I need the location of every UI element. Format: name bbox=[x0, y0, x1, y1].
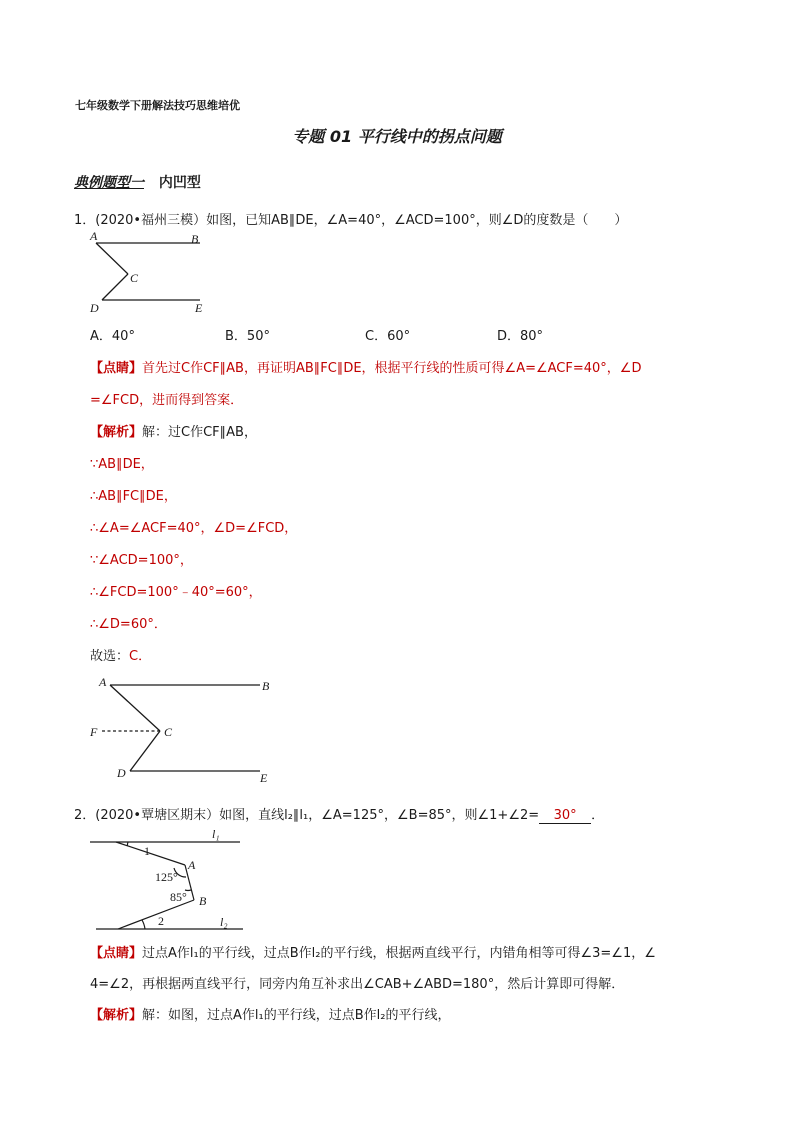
q1-option-b: B．50° bbox=[225, 329, 270, 344]
q1-solution-figure bbox=[85, 670, 285, 788]
q2-comment-line2: 4=∠2，再根据两直线平行，同旁内角互补求出∠CAB+∠ABD=180°，然后计算即可得解． bbox=[90, 977, 625, 992]
q2-stem-end: ． bbox=[591, 808, 605, 823]
q1-stem: 1．(2020•福州三模）如图，已知AB∥DE，∠A=40°，∠ACD=100°，则∠D的度数是（ ） bbox=[74, 213, 628, 228]
q2-comment-line1: 过点A作l₁的平行线，过点B作l₂的平行线，根据两直线平行，内错角相等可得∠3=∠1，∠ bbox=[142, 946, 656, 961]
q2-analysis bbox=[90, 1004, 450, 1023]
q1-option-d: D．80° bbox=[497, 329, 544, 344]
q1-answer-prefix: 故选： bbox=[90, 649, 130, 664]
page-title: 专题 01 平行线中的拐点问题 bbox=[292, 127, 502, 146]
series-header: 七年级数学下册解法技巧思维培优 bbox=[75, 99, 240, 112]
q2-label-angle2: 2 bbox=[158, 914, 164, 928]
q1-comment-line1: 首先过C作CF∥AB，再证明AB∥FC∥DE，根据平行线的性质可得∠A=∠ACF=40°，∠D bbox=[142, 361, 642, 376]
q1-analysis-line: 解：过C作CF∥AB， bbox=[142, 425, 257, 440]
q2-label-angle-b: 85° bbox=[170, 890, 187, 904]
q2-arc-2 bbox=[142, 920, 145, 929]
q1-analysis-line: ∴∠FCD=100°﹣40°=60°， bbox=[90, 585, 262, 600]
q2-label-l1: l₁ bbox=[212, 827, 220, 841]
q1-comment bbox=[90, 357, 641, 376]
q2-label-a: A bbox=[188, 858, 196, 872]
q1-analysis-line: ∵AB∥DE， bbox=[90, 457, 154, 472]
q1s-label-f: F bbox=[90, 725, 98, 739]
q1-label-d: D bbox=[90, 301, 99, 315]
q1-line-cd bbox=[102, 274, 128, 300]
q2-stem bbox=[74, 804, 604, 824]
section-badge: 典例题型一 bbox=[74, 175, 144, 191]
q2-segment-1 bbox=[116, 842, 185, 865]
q1-answer-value: C． bbox=[129, 649, 152, 664]
q2-stem-text: 2．(2020•覃塘区期末）如图，直线l₂∥l₁，∠A=125°，∠B=85°，则∠1+∠2= bbox=[74, 808, 540, 823]
section-name: 内凹型 bbox=[158, 175, 201, 191]
q1s-line-ac bbox=[110, 685, 160, 731]
section-heading bbox=[74, 172, 201, 192]
q1-analysis bbox=[90, 421, 257, 440]
q1s-label-a: A bbox=[99, 675, 107, 689]
q2-analysis-tag: 【解析】 bbox=[90, 1008, 143, 1023]
q1-label-b: B bbox=[191, 232, 199, 246]
q1-analysis-line: ∴AB∥FC∥DE， bbox=[90, 489, 177, 504]
q1-option-c: C．60° bbox=[365, 329, 411, 344]
q1s-label-d: D bbox=[117, 766, 126, 780]
q1s-label-c: C bbox=[164, 725, 173, 739]
q1s-label-b: B bbox=[262, 679, 270, 693]
q2-label-l2: l₂ bbox=[220, 915, 228, 929]
q1-analysis-line: ∵∠ACD=100°， bbox=[90, 553, 193, 568]
q2-label-angle1: 1 bbox=[144, 844, 150, 858]
q1-comment-line2: =∠FCD，进而得到答案． bbox=[90, 393, 244, 408]
q2-figure bbox=[88, 824, 253, 936]
q1-comment-tag: 【点睛】 bbox=[90, 361, 143, 376]
q2-label-b: B bbox=[199, 894, 207, 908]
q1-label-c: C bbox=[130, 271, 139, 285]
q1s-line-cd bbox=[130, 731, 160, 771]
q1-label-e: E bbox=[195, 301, 203, 315]
q1-answer bbox=[90, 645, 151, 664]
q1-label-a: A bbox=[90, 229, 98, 243]
q2-comment bbox=[90, 942, 656, 961]
q1s-label-e: E bbox=[260, 771, 268, 785]
q1-analysis-line: ∴∠A=∠ACF=40°，∠D=∠FCD， bbox=[90, 521, 298, 536]
q1-option-a: A．40° bbox=[90, 329, 135, 344]
q1-line-ac bbox=[96, 243, 128, 274]
q2-answer-blank: 30° bbox=[539, 808, 591, 824]
q1-analysis-tag: 【解析】 bbox=[90, 425, 143, 440]
q1-analysis-line: ∴∠D=60°． bbox=[90, 617, 167, 632]
q2-arc-1 bbox=[127, 842, 128, 846]
q1-figure bbox=[85, 228, 220, 320]
q2-label-angle-a: 125° bbox=[155, 870, 178, 884]
q2-segment-3 bbox=[118, 900, 194, 929]
q2-comment-tag: 【点睛】 bbox=[90, 946, 143, 961]
q2-analysis-line1: 解：如图，过点A作l₁的平行线，过点B作l₂的平行线， bbox=[142, 1008, 451, 1023]
